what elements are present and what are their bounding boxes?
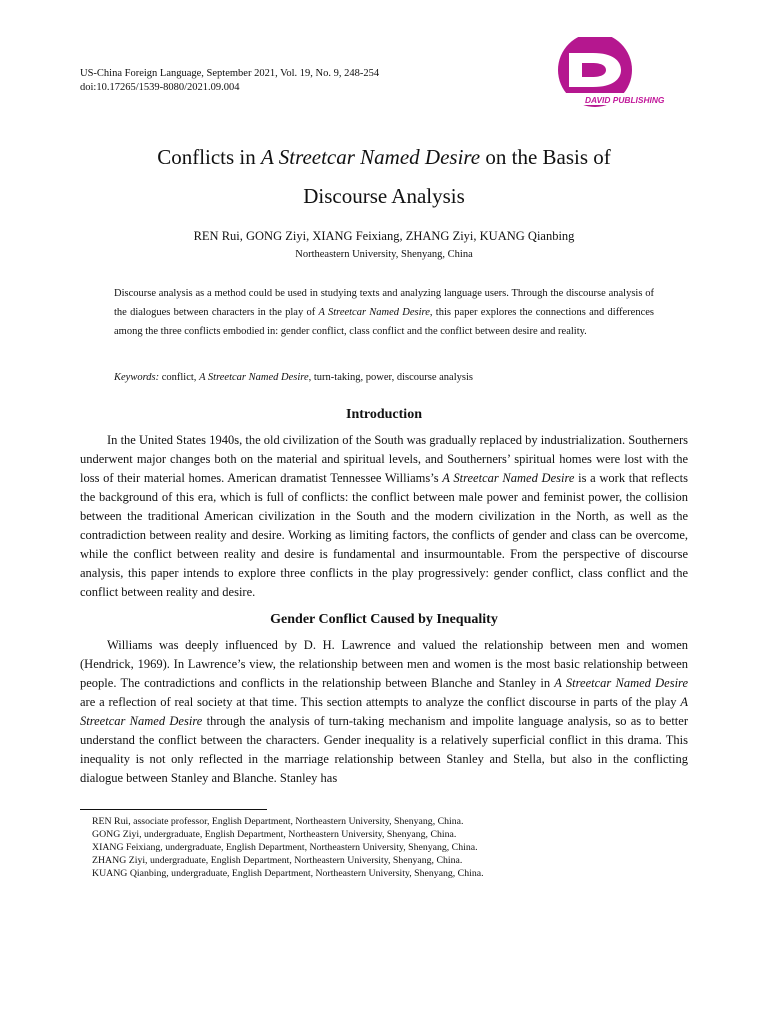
author-list: REN Rui, GONG Ziyi, XIANG Feixiang, ZHANG Ziyi, KUANG Qianbing bbox=[193, 229, 575, 243]
gender-play-name-1: A Streetcar Named Desire bbox=[554, 676, 688, 690]
gender-conflict-heading: Gender Conflict Caused by Inequality bbox=[270, 612, 498, 627]
footnote-item: XIANG Feixiang, undergraduate, English Department, Northeastern University, Shenyang, China. bbox=[92, 842, 478, 853]
footnote-item: GONG Ziyi, undergraduate, English Department, Northeastern University, Shenyang, China. bbox=[92, 829, 457, 840]
introduction-paragraph bbox=[80, 431, 688, 602]
gender-play-name-2: A Streetcar Named Desire bbox=[80, 695, 688, 728]
journal-header bbox=[80, 67, 379, 95]
title-line-1 bbox=[0, 138, 768, 177]
abstract-text-2: , this paper explores the connections and differences among the three conflicts embodied in: gender conflict, class conflict and the conflict between desire and reality. bbox=[114, 307, 654, 337]
title-suffix: on the Basis of bbox=[480, 145, 611, 170]
doi-line[interactable]: doi:10.17265/1539-8080/2021.09.004 bbox=[80, 82, 240, 93]
affiliation: Northeastern University, Shenyang, China bbox=[295, 249, 473, 260]
keywords-label: Keywords: bbox=[114, 372, 160, 383]
intro-text-2: is a work that reflects the background of this era, which is full of conflicts: the conflict between male power and feminist power, the collision between the traditional American civilization in the South and the modern civilization in the North, as well as the contradiction between reality and desire. Working as limiting factors, the conflicts of gender and class can be overcome, while the conflict between reality and desire is fundamental and insurmountable. From the perspective of discourse analysis, this paper intends to explore three conflicts in the play progressively: gender conflict, class conflict and the conflict between reality and desire. bbox=[80, 471, 688, 599]
introduction-heading: Introduction bbox=[346, 407, 422, 422]
author-footnotes bbox=[92, 815, 484, 880]
journal-citation: US-China Foreign Language, September 2021, Vol. 19, No. 9, 248-254 bbox=[80, 68, 380, 79]
david-publishing-logo bbox=[555, 37, 695, 109]
footnote-item: ZHANG Ziyi, undergraduate, English Department, Northeastern University, Shenyang, China. bbox=[92, 855, 463, 866]
footnote-item: REN Rui, associate professor, English Department, Northeastern University, Shenyang, China. bbox=[92, 816, 464, 827]
footnote-divider bbox=[80, 809, 267, 810]
abstract-play-name: A Streetcar Named Desire bbox=[318, 307, 430, 318]
gender-conflict-paragraph bbox=[80, 636, 688, 788]
gender-text-2: are a reflection of real society at that time. This section attempts to analyze the conflict discourse in parts of the play bbox=[80, 695, 681, 709]
gender-text-1: Williams was deeply influenced by D. H. Lawrence and valued the relationship between men and women (Hendrick, 1969). In Lawrence’s view, the relationship between men and women is the most basic relationship between people. The contradictions and conflicts in the relationship between Blanche and Stanley in bbox=[80, 638, 688, 690]
intro-play-name: A Streetcar Named Desire bbox=[442, 471, 575, 485]
intro-text-1: In the United States 1940s, the old civilization of the South was gradually replaced by industrialization. Southerners underwent major changes both on the material and spiritual levels, and Southerners’ spiritual homes were lost with the loss of their material homes. American dramatist Tennessee Williams’s bbox=[80, 433, 688, 485]
title-line-2: Discourse Analysis bbox=[303, 184, 465, 209]
abstract-text-1: Discourse analysis as a method could be used in studying texts and analyzing language users. Through the discourse analysis of the dialogues between characters in the play of bbox=[114, 288, 654, 318]
logo-text: DAVID PUBLISHING bbox=[585, 95, 665, 105]
paper-title bbox=[0, 138, 768, 216]
keywords-play-name: A Streetcar Named Desire bbox=[199, 372, 309, 383]
gender-text-3: through the analysis of turn-taking mechanism and impolite language analysis, so as to better understand the conflict between the characters. Gender inequality is a relatively superficial conflict in this drama. This inequality is not only reflected in the marriage relationship between Stanley and Stella, but also in the conflicting dialogue between Stanley and Blanche. Stanley has bbox=[80, 714, 688, 785]
keywords-text-2: , turn-taking, power, discourse analysis bbox=[308, 372, 473, 383]
abstract bbox=[114, 284, 654, 341]
footnote-item: KUANG Qianbing, undergraduate, English Department, Northeastern University, Shenyang, China. bbox=[92, 868, 484, 879]
keywords-text-1: conflict, bbox=[159, 372, 200, 383]
title-prefix: Conflicts in bbox=[157, 145, 262, 170]
title-play-name: A Streetcar Named Desire bbox=[261, 145, 481, 170]
keywords bbox=[114, 371, 654, 385]
